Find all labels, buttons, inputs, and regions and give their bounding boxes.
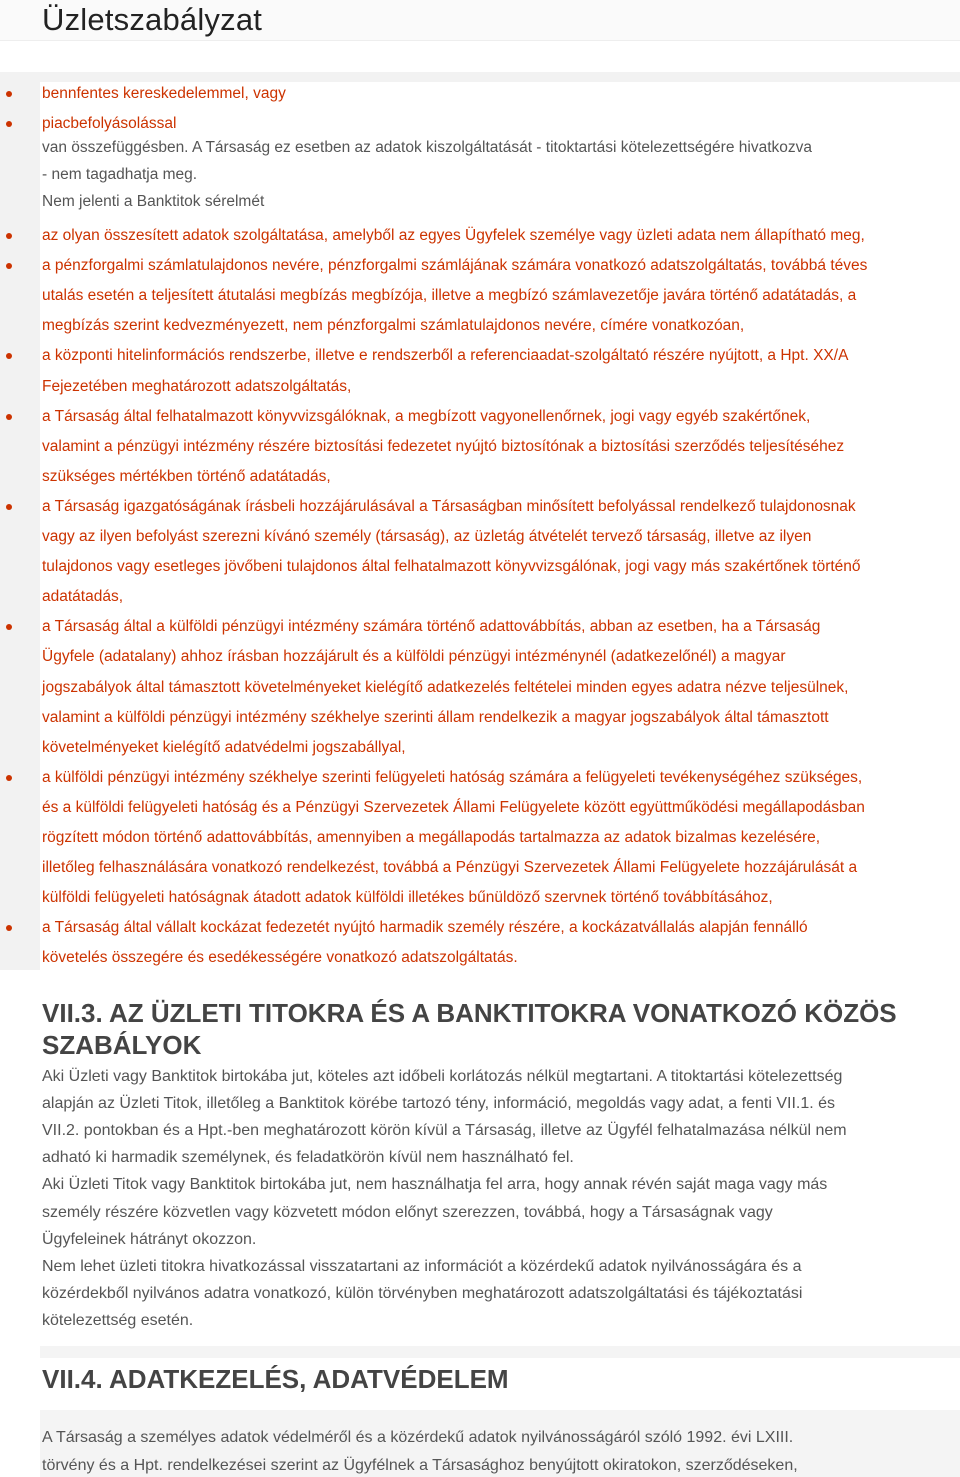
- section-73-line: Ügyfeleinek hátrányt okozzon.: [42, 1230, 257, 1248]
- list-line: bennfentes kereskedelemmel, vagy: [42, 85, 286, 102]
- bullet-icon: [6, 414, 12, 420]
- section-73-line: Aki Üzleti vagy Banktitok birtokába jut, köteles azt időbeli korlátozás nélkül megtartani. A titoktartási kötelezettség: [42, 1068, 843, 1085]
- list-top-band: [0, 72, 960, 82]
- page-header: [0, 0, 960, 41]
- list-line: van összefüggésben. A Társaság ez esetben az adatok kiszolgáltatását - titoktartási kötelezettségére hivatkozva: [42, 139, 812, 156]
- list-line: követelés összegére és esedékességére vonatkozó adatszolgáltatás.: [42, 949, 518, 967]
- list-line: a külföldi pénzügyi intézmény székhelye szerinti felügyeleti hatóság számára a felügyeleti tevékenységéhez szükséges,: [42, 768, 863, 786]
- list-line: Ügyfele (adatalany) ahhoz írásban hozzájárult és a külföldi pénzügyi intézménynél (adatkezelőnél) a magyar: [42, 648, 786, 666]
- section-73-line: Aki Üzleti Titok vagy Banktitok birtokába jut, nem használhatja fel arra, hogy annak révén saját maga vagy más: [42, 1176, 828, 1194]
- list-line: illetőleg felhasználására vonatkozó rendelkezést, továbbá a Pénzügyi Szervezetek Állami Felügyelete hozzájárulását a: [42, 859, 858, 877]
- list-line: a Társaság által a külföldi pénzügyi intézmény számára történő adattovábbítás, abban az esetben, ha a Társaság: [42, 618, 821, 636]
- list-line: a pénzforgalmi számlatulajdonos nevére, pénzforgalmi számlájának számára vonatkozó adatszolgáltatás, továbbá téves: [42, 257, 868, 275]
- section-73-line: Nem lehet üzleti titokra hivatkozással visszatartani az információt a közérdekű adatok nyilvánosságára és a: [42, 1257, 802, 1275]
- section-73-heading-line2: SZABÁLYOK: [42, 1030, 202, 1060]
- bullet-icon: [6, 121, 12, 127]
- section-74-heading: VII.4. ADATKEZELÉS, ADATVÉDELEM: [42, 1364, 509, 1394]
- section-73-line: adható ki harmadik személynek, és feladatkörön kívül nem használható fel.: [42, 1149, 574, 1167]
- list-line: valamint a pénzügyi intézmény részére biztosítási fedezetet nyújtó biztosítónak a biztosítási szerződés teljesítéséhez: [42, 437, 845, 455]
- list-line: rögzített módon történő adattovábbítás, amennyiben a megállapodás tartalmazza az adatok bizalmas kezelésére,: [42, 829, 821, 846]
- list-line: Nem jelenti a Banktitok sérelmét: [42, 193, 265, 210]
- section-73-line: közérdekből nyilvános adatra vonatkozó, külön törvényben meghatározott adatszolgáltatási és tájékoztatási: [42, 1284, 803, 1302]
- bullet-icon: [6, 91, 12, 97]
- section-73-line: alapján az Üzleti Titok, illetőleg a Banktitok körébe tartozó tény, információ, megoldás vagy adat, a fenti VII.1. és: [42, 1095, 836, 1113]
- list-line: Fejezetében meghatározott adatszolgáltatás,: [42, 377, 352, 395]
- list-line: valamint a külföldi pénzügyi intézmény székhelye szerinti állam rendelkezik a magyar jogszabályok által támasztott: [42, 708, 829, 726]
- list-gutter: [0, 72, 40, 970]
- list-line: az olyan összesített adatok szolgáltatása, amelyből az egyes Ügyfelek személye vagy üzleti adata nem állapítható meg,: [42, 227, 865, 244]
- list-line: szükséges mértékben történő adatátadás,: [42, 467, 331, 485]
- list-line: a Társaság által vállalt kockázat fedezetét nyújtó harmadik személy részére, a kockázatvállalás alapján fennálló: [42, 919, 808, 937]
- section-73-line: VII.2. pontokban és a Hpt.-ben meghatározott körön kívül a Társaság, illetve az Ügyfél felhatalmazása nélkül nem: [42, 1122, 847, 1140]
- list-line: vagy az ilyen befolyást szerezni kívánó személy (társaság), az üzletág átvételét tervező társaság, illetve az ilyen: [42, 528, 812, 545]
- list-line: külföldi felügyeleti hatóságnak átadott adatok külföldi illetékes bűnüldöző szervnek történő továbbításához,: [42, 889, 773, 907]
- section-74-line: A Társaság a személyes adatok védelméről és a közérdekű adatok nyilvánosságáról szóló 1992. évi LXIII.: [42, 1429, 794, 1446]
- page-title: Üzletszabályzat: [42, 2, 263, 37]
- bullet-icon: [6, 504, 12, 510]
- section-separator: [40, 1346, 960, 1358]
- list-line: a Társaság által felhatalmazott könyvvizsgálóknak, a megbízott vagyonellenőrnek, jogi vagy egyéb szakértőnek,: [42, 407, 811, 425]
- section-73-line: kötelezettség esetén.: [42, 1311, 194, 1329]
- bullet-icon: [6, 775, 12, 781]
- list-line: tulajdonos vagy esetleges jövőbeni tulajdonos által felhatalmazott könyvvizsgálónak, jogi vagy más szakértőnek történő: [42, 558, 861, 576]
- list-line: a központi hitelinformációs rendszerbe, illetve e rendszerből a referenciaadat-szolgáltató részére nyújtott, a Hpt. XX/A: [42, 347, 849, 365]
- section-73-line: személy részére közvetlen vagy közvetett módon előnyt szerezzen, továbbá, hogy a Társaságnak vagy: [42, 1203, 773, 1221]
- list-line: jogszabályok által támasztott követelményeket kielégítő adatkezelés feltételei minden egyes adatra nézve teljesülnek,: [42, 678, 849, 696]
- exception-list: [0, 72, 960, 970]
- list-line: piacbefolyásolással: [42, 115, 177, 132]
- list-line: megbízás szerint kedvezményezett, nem pénzforgalmi számlatulajdonos nevére, címére vonatkozóan,: [42, 317, 745, 335]
- list-line: követelményeket kielégítő adatvédelmi jogszabállyal,: [42, 738, 406, 756]
- list-line: és a külföldi felügyeleti hatóság és a Pénzügyi Szervezetek Állami Felügyelete között együttműködési megállapodásban: [42, 798, 865, 816]
- section-74-line: törvény és a Hpt. rendelkezései szerint az Ügyfélnek a Társasághoz benyújtott okiratokon, szerződéseken,: [42, 1457, 798, 1474]
- list-line: a Társaság igazgatóságának írásbeli hozzájárulásával a Társaságban minősített befolyással rendelkező tulajdonosnak: [42, 497, 856, 515]
- bullet-icon: [6, 233, 12, 239]
- list-line: - nem tagadhatja meg.: [42, 166, 198, 183]
- list-line: utalás esetén a teljesített átutalási megbízás megbízója, illetve a megbízó számlavezetője javára történő adatátadás, a: [42, 287, 857, 305]
- section-73-heading-line1: VII.3. AZ ÜZLETI TITOKRA ÉS A BANKTITOKRA VONATKOZÓ KÖZÖS: [42, 998, 897, 1028]
- list-line: adatátadás,: [42, 588, 124, 606]
